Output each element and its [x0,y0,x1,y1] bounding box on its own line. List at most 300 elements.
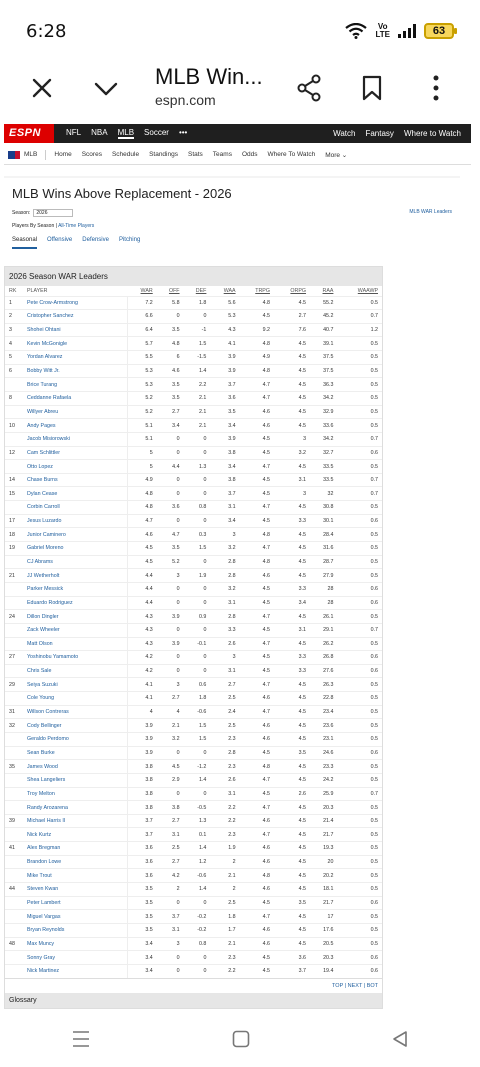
cell-waawp: 0.6 [337,582,382,596]
cell-off: 0 [157,664,184,678]
cell-player[interactable]: Bobby Witt Jr. [27,364,127,378]
cell-waa: 2 [210,883,239,897]
close-tab-button[interactable] [22,68,62,108]
cell-war: 4.5 [127,542,157,556]
cell-player[interactable]: Brandon Lowe [27,855,127,869]
cell-waawp: 0.5 [337,364,382,378]
cell-war: 4.1 [127,678,157,692]
cell-war: 5.5 [127,351,157,365]
espn-logo[interactable]: ESPN [4,124,54,143]
cell-orpg: 4.5 [274,637,310,651]
tab-defensive[interactable]: Defensive [82,237,109,243]
cell-player[interactable]: Michael Harris II [27,814,127,828]
cell-rk: 18 [5,528,27,542]
table-row [5,337,382,351]
nav-soccer[interactable]: Soccer [144,128,169,137]
cell-rk: 1 [5,296,27,310]
cell-def: 0 [184,473,211,487]
more-options-button[interactable] [416,68,456,108]
cell-orpg: 7.6 [274,323,310,337]
cell-raa: 39.1 [310,337,337,351]
cell-waa: 2.3 [210,760,239,774]
cell-rk: 14 [5,473,27,487]
cell-raa: 26.3 [310,678,337,692]
glossary-header[interactable]: Glossary [5,993,382,1008]
cell-waawp: 0.5 [337,678,382,692]
cell-def: -0.2 [184,910,211,924]
cell-def: -0.1 [184,637,211,651]
cell-player[interactable]: Dylan Cease [27,487,127,501]
cell-off: 4.2 [157,869,184,883]
cell-waa: 2 [210,855,239,869]
cell-war: 3.5 [127,910,157,924]
cell-orpg: 4.5 [274,910,310,924]
cell-trpg: 4.8 [240,364,274,378]
cell-off: 3 [157,569,184,583]
cell-player[interactable]: Corbin Carroll [27,501,127,515]
cell-trpg: 4.7 [240,637,274,651]
cell-waa: 2.3 [210,828,239,842]
page-title: MLB Wins Above Replacement - 2026 [12,186,232,201]
cell-player[interactable]: Steven Kwan [27,883,127,897]
cell-player[interactable]: Shohei Ohtani [27,323,127,337]
cell-orpg: 4.5 [274,828,310,842]
sub-nav-where-to-watch[interactable]: Where To Watch [267,150,316,158]
table-row [5,569,382,583]
cell-war: 4.6 [127,528,157,542]
cell-player[interactable]: Pete Crow-Armstrong [27,296,127,310]
cell-waa: 5.3 [210,310,239,324]
col-def[interactable]: DEF [195,287,207,294]
cell-player[interactable]: Mike Trout [27,869,127,883]
cell-trpg: 4.8 [240,528,274,542]
cell-raa: 20.3 [310,801,337,815]
cell-waawp: 0.5 [337,828,382,842]
cell-rk [5,432,27,446]
cell-def: 1.3 [184,460,211,474]
table-row [5,460,382,474]
cell-trpg: 4.5 [240,896,274,910]
cell-orpg: 2.7 [274,310,310,324]
sub-nav-home[interactable]: Home [54,150,72,158]
cell-off: 2.7 [157,405,184,419]
tab-url: espn.com [155,92,216,108]
cell-def: -0.6 [184,705,211,719]
table-row [5,855,382,869]
cell-def: 0 [184,746,211,760]
cell-raa: 27.6 [310,664,337,678]
cell-raa: 33.5 [310,460,337,474]
cell-rk: 15 [5,487,27,501]
cell-rk [5,801,27,815]
cell-player[interactable]: Zack Wheeler [27,623,127,637]
minimize-tab-button[interactable] [86,68,126,108]
cell-def: 0.3 [184,528,211,542]
cell-orpg: 3.7 [274,964,310,978]
table-row [5,528,382,542]
cell-def: 2.1 [184,419,211,433]
tab-seasonal[interactable]: Seasonal [12,237,37,249]
table-row [5,432,382,446]
table-row [5,514,382,528]
cell-trpg: 4.6 [240,419,274,433]
cell-def: 0 [184,964,211,978]
cell-trpg: 4.8 [240,760,274,774]
cell-waawp: 0.5 [337,542,382,556]
cell-war: 5.2 [127,405,157,419]
cell-player[interactable]: Cam Schlittler [27,446,127,460]
all-time-players-link[interactable]: All-Time Players [58,223,95,229]
cell-raa: 23.6 [310,719,337,733]
share-button[interactable] [289,68,329,108]
cell-waa: 3.8 [210,473,239,487]
cell-off: 5.2 [157,555,184,569]
cell-war: 3.7 [127,814,157,828]
cell-player[interactable]: Yoshinobu Yamamoto [27,651,127,665]
cell-player[interactable]: Cole Young [27,692,127,706]
cell-player[interactable]: Bryan Reynolds [27,923,127,937]
cell-waa: 2.3 [210,951,239,965]
sub-nav-odds[interactable]: Odds [241,150,258,158]
cell-raa: 30.1 [310,514,337,528]
cell-war: 3.6 [127,855,157,869]
cell-player[interactable]: Chris Sale [27,664,127,678]
table-row [5,951,382,965]
cell-waa: 5.6 [210,296,239,310]
cell-player[interactable]: Chase Burns [27,473,127,487]
back-button[interactable] [391,1030,409,1048]
cell-raa: 28 [310,596,337,610]
status-time: 6:28 [26,20,67,42]
nav-nfl[interactable]: NFL [66,128,82,137]
cell-raa: 18.1 [310,883,337,897]
sub-nav-scores[interactable]: Scores [81,150,102,158]
cell-off: 0 [157,787,184,801]
cell-raa: 20 [310,855,337,869]
cell-war: 4.1 [127,692,157,706]
cell-player[interactable]: Sonny Gray [27,951,127,965]
page-content [4,176,460,266]
cell-player[interactable]: Willyer Abreu [27,405,127,419]
cell-war: 4.5 [127,555,157,569]
war-leaders-table [5,286,382,978]
cell-player[interactable]: James Wood [27,760,127,774]
cell-trpg: 4.7 [240,828,274,842]
cell-rk [5,664,27,678]
cell-waa: 3 [210,651,239,665]
mlb-logo-icon[interactable] [8,151,20,159]
cell-off: 2.5 [157,842,184,856]
table-row [5,296,382,310]
cell-def: -1.2 [184,760,211,774]
cell-trpg: 4.6 [240,842,274,856]
cell-raa: 20.2 [310,869,337,883]
cell-def: 1.5 [184,733,211,747]
cell-player[interactable]: Ceddanne Rafaela [27,391,127,405]
cell-player[interactable]: Seiya Suzuki [27,678,127,692]
cell-waawp: 0.6 [337,651,382,665]
cell-player[interactable]: Gabriel Moreno [27,542,127,556]
cell-trpg: 4.5 [240,514,274,528]
pagination-links[interactable]: TOP | NEXT | BOT [5,978,382,993]
cell-trpg: 4.6 [240,692,274,706]
cell-rk [5,828,27,842]
cell-def: -0.2 [184,923,211,937]
cell-trpg: 4.7 [240,391,274,405]
cell-off: 3.5 [157,542,184,556]
cell-raa: 23.4 [310,705,337,719]
cell-off: 2.9 [157,773,184,787]
cell-raa: 21.7 [310,896,337,910]
cell-rk: 3 [5,323,27,337]
cell-player[interactable]: Willson Contreras [27,705,127,719]
cell-trpg: 4.5 [240,596,274,610]
col-waawp[interactable]: WAAWP [357,287,378,294]
cell-player[interactable]: CJ Abrams [27,555,127,569]
nav-watch[interactable]: Watch [333,129,356,138]
cell-raa: 45.2 [310,310,337,324]
cell-off: 0 [157,432,184,446]
sub-nav-standings[interactable]: Standings [149,150,178,158]
cell-player[interactable]: Troy Melton [27,787,127,801]
cell-trpg: 9.2 [240,323,274,337]
cell-player[interactable]: Otto Lopez [27,460,127,474]
cell-off: 2 [157,883,184,897]
cell-def: 2.1 [184,391,211,405]
bookmark-button[interactable] [352,68,392,108]
cell-player[interactable]: Matt Olson [27,637,127,651]
cell-waa: 2.8 [210,569,239,583]
cell-player[interactable]: Nick Kurtz [27,828,127,842]
col-raa[interactable]: RAA [322,287,334,294]
page-title-block [155,64,263,108]
cell-def: 0 [184,623,211,637]
cell-waa: 2.1 [210,869,239,883]
cell-player[interactable]: Peter Lambert [27,896,127,910]
cell-rk: 4 [5,337,27,351]
cell-orpg: 4.5 [274,405,310,419]
cell-off: 3.1 [157,923,184,937]
col-waa[interactable]: WAA [223,287,236,294]
cell-war: 3.9 [127,733,157,747]
cell-orpg: 3.1 [274,473,310,487]
table-row [5,896,382,910]
table-row [5,664,382,678]
cell-def: -0.5 [184,801,211,815]
recent-apps-button[interactable] [71,1030,91,1048]
cell-trpg: 4.7 [240,678,274,692]
cell-def: 1.2 [184,855,211,869]
cell-raa: 26.2 [310,637,337,651]
cell-raa: 31.6 [310,542,337,556]
cell-off: 3.8 [157,801,184,815]
cell-waawp: 0.5 [337,705,382,719]
cell-def: 1.4 [184,842,211,856]
cell-player[interactable]: Andy Pages [27,419,127,433]
cell-orpg: 4.5 [274,801,310,815]
col-war[interactable]: WAR [140,287,153,294]
tab-offensive[interactable]: Offensive [47,237,73,243]
cell-raa: 27.9 [310,569,337,583]
cell-orpg: 4.5 [274,391,310,405]
nav-nba[interactable]: NBA [91,128,108,137]
players-links [12,223,452,229]
cell-player[interactable]: Dillon Dingler [27,610,127,624]
cell-player[interactable]: Parker Messick [27,582,127,596]
battery-icon [424,23,454,39]
cell-orpg: 2.6 [274,787,310,801]
cell-player[interactable]: Geraldo Perdomo [27,733,127,747]
col-off[interactable]: OFF [168,287,180,294]
cell-def: 1.9 [184,569,211,583]
cell-waawp: 0.6 [337,896,382,910]
cell-waawp: 0.5 [337,391,382,405]
cell-orpg: 4.5 [274,337,310,351]
cell-rk [5,501,27,515]
cell-waa: 2.5 [210,719,239,733]
cell-player[interactable]: Miguel Vargas [27,910,127,924]
cell-orpg: 4.5 [274,692,310,706]
cell-def: 0 [184,487,211,501]
cell-def: 0.9 [184,610,211,624]
nav-where-to-watch[interactable]: Where to Watch [403,129,461,138]
cell-war: 5.1 [127,432,157,446]
table-row [5,828,382,842]
cell-waawp: 0.6 [337,596,382,610]
sub-nav-league[interactable]: MLB [24,151,38,158]
cell-rk [5,896,27,910]
cell-def: 1.4 [184,773,211,787]
cell-player[interactable]: Alex Bregman [27,842,127,856]
cell-player[interactable]: Cristopher Sanchez [27,310,127,324]
cell-raa: 22.8 [310,692,337,706]
cell-waa: 2.8 [210,746,239,760]
cell-off: 5.8 [157,296,184,310]
espn-top-nav [4,124,471,143]
cell-player[interactable]: Kevin McGonigle [27,337,127,351]
cell-raa: 40.7 [310,323,337,337]
cell-waawp: 0.6 [337,514,382,528]
cell-war: 3.9 [127,746,157,760]
cell-orpg: 4.5 [274,923,310,937]
table-row [5,760,382,774]
nav-more[interactable]: ••• [178,128,188,137]
cell-player[interactable]: Jacob Misiorowski [27,432,127,446]
nav-mlb[interactable]: MLB [117,128,135,137]
cell-player[interactable]: Sean Burke [27,746,127,760]
cell-waa: 3.8 [210,446,239,460]
cell-waawp: 0.5 [337,869,382,883]
cell-rk: 29 [5,678,27,692]
cell-player[interactable]: JJ Wetherholt [27,569,127,583]
table-row [5,692,382,706]
season-select[interactable] [33,209,73,217]
cell-def: 2.1 [184,405,211,419]
col-orpg[interactable]: ORPG [290,287,307,294]
cell-war: 3.7 [127,828,157,842]
cell-waawp: 0.5 [337,883,382,897]
cell-waawp: 0.7 [337,432,382,446]
cell-war: 3.5 [127,896,157,910]
cell-raa: 20.3 [310,951,337,965]
cell-trpg: 4.6 [240,569,274,583]
cell-waawp: 0.5 [337,814,382,828]
cell-player[interactable]: Yordan Alvarez [27,351,127,365]
custom-tab-bar [0,62,480,118]
col-trpg[interactable]: TRPG [255,287,270,294]
cell-trpg: 4.5 [240,964,274,978]
cell-player[interactable]: Junior Caminero [27,528,127,542]
cell-war: 3.4 [127,937,157,951]
cell-raa: 36.3 [310,378,337,392]
cell-war: 4.2 [127,651,157,665]
cell-trpg: 4.6 [240,733,274,747]
cell-war: 4.7 [127,514,157,528]
cell-player[interactable]: Brice Turang [27,378,127,392]
cell-war: 3.6 [127,869,157,883]
tab-title: MLB Win... [155,64,263,89]
nav-fantasy[interactable]: Fantasy [365,129,394,138]
cell-waa: 3.2 [210,582,239,596]
cell-player[interactable]: Shea Langeliers [27,773,127,787]
cell-rk: 10 [5,419,27,433]
war-leaders-link[interactable]: MLB WAR Leaders [409,209,452,215]
cell-rk: 19 [5,542,27,556]
cell-orpg: 3.3 [274,582,310,596]
cell-waawp: 0.5 [337,351,382,365]
cell-raa: 26.8 [310,651,337,665]
cell-war: 4.3 [127,623,157,637]
cell-off: 3.5 [157,391,184,405]
sub-nav-stats[interactable]: Stats [187,150,203,158]
cell-rk: 5 [5,351,27,365]
cell-orpg: 4.5 [274,555,310,569]
tab-pitching[interactable]: Pitching [118,237,141,243]
cell-waa: 3.1 [210,596,239,610]
cell-player[interactable]: Max Muncy [27,937,127,951]
sub-nav-more[interactable]: More ⌄ [325,151,348,159]
cell-rk [5,623,27,637]
cell-orpg: 3.3 [274,514,310,528]
home-button[interactable] [232,1030,250,1048]
table-row [5,637,382,651]
sub-nav-schedule[interactable]: Schedule [111,150,140,158]
cell-off: 4.4 [157,460,184,474]
cell-off: 0 [157,473,184,487]
cell-trpg: 4.5 [240,446,274,460]
cell-waa: 3.1 [210,787,239,801]
cell-waa: 4.1 [210,337,239,351]
cell-orpg: 4.5 [274,733,310,747]
season-value: 2026 [36,210,48,216]
cell-player[interactable]: Jesus Luzardo [27,514,127,528]
cell-waawp: 0.5 [337,378,382,392]
sub-nav-teams[interactable]: Teams [212,150,232,158]
cell-off: 4 [157,705,184,719]
cell-orpg: 4.5 [274,869,310,883]
table-row [5,610,382,624]
cell-player[interactable]: Cody Bellinger [27,719,127,733]
cell-waa: 2.5 [210,692,239,706]
cell-waa: 1.8 [210,910,239,924]
cell-player[interactable]: Randy Arozarena [27,801,127,815]
cell-raa: 28.4 [310,528,337,542]
cell-waawp: 0.6 [337,664,382,678]
cell-player[interactable]: Eduardo Rodriguez [27,596,127,610]
cell-player[interactable]: Nick Martinez [27,964,127,978]
table-row [5,719,382,733]
cell-trpg: 4.5 [240,623,274,637]
